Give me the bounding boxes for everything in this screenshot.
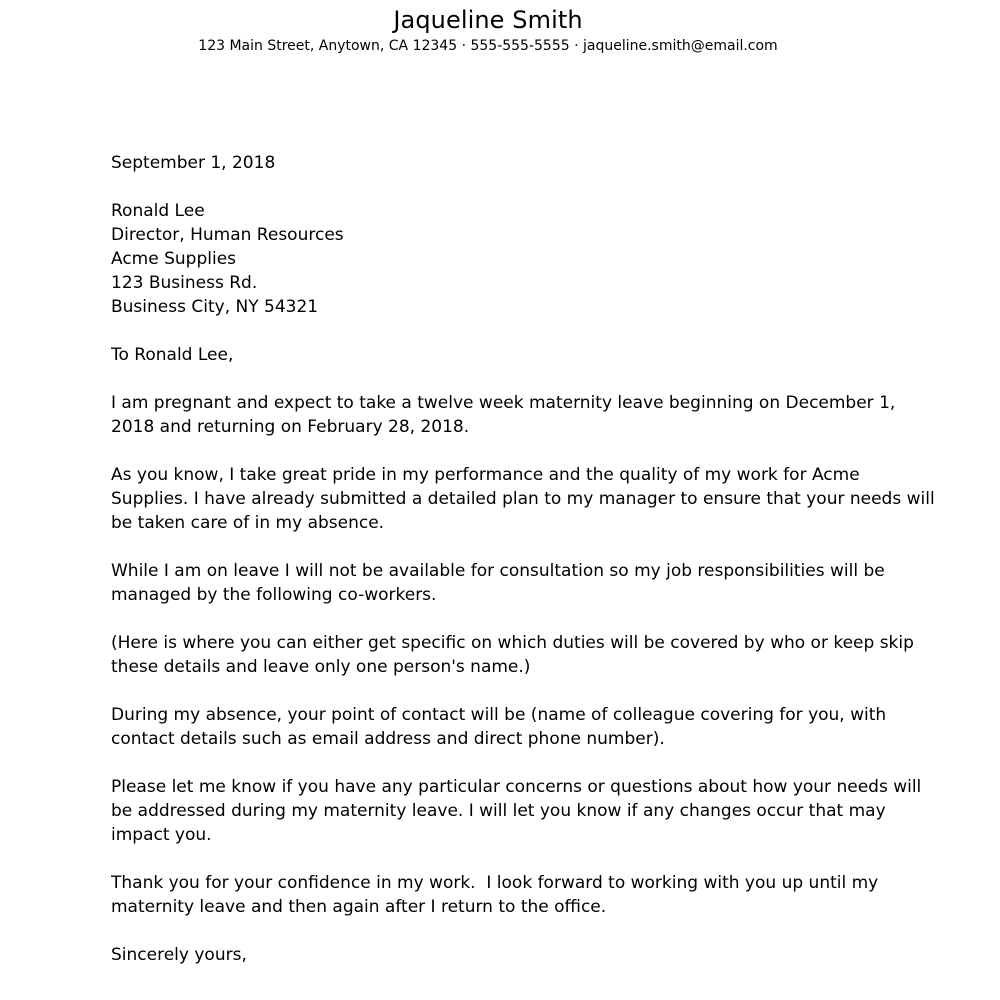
recipient-title: Director, Human Resources xyxy=(111,225,344,245)
recipient-name: Ronald Lee xyxy=(111,201,205,221)
paragraph-line: be taken care of in my absence. xyxy=(111,513,385,533)
paragraph-7 xyxy=(111,871,901,919)
paragraph-line: contact details such as email address and direct phone number). xyxy=(111,729,665,749)
recipient-city: Business City, NY 54321 xyxy=(111,297,319,317)
spacer xyxy=(111,607,901,631)
spacer xyxy=(111,919,901,943)
paragraph-4 xyxy=(111,631,914,679)
paragraph-1 xyxy=(111,391,901,439)
paragraph-2 xyxy=(111,463,935,535)
paragraph-line: be addressed during my maternity leave. I will let you know if any changes occur that may xyxy=(111,801,886,821)
sender-name: Jaqueline Smith xyxy=(393,6,583,34)
paragraph-line: (Here is where you can either get specific on which duties will be covered by who or keep skip xyxy=(111,633,914,653)
paragraph-line: As you know, I take great pride in my performance and the quality of my work for Acme xyxy=(111,465,860,485)
paragraph-3 xyxy=(111,559,901,607)
letterhead xyxy=(0,4,988,56)
paragraph-line: impact you. xyxy=(111,825,212,845)
paragraph-line: Supplies. I have already submitted a detailed plan to my manager to ensure that your needs will xyxy=(111,489,935,509)
paragraph-line: 2018 and returning on February 28, 2018. xyxy=(111,417,470,437)
paragraph-line: I am pregnant and expect to take a twelve week maternity leave beginning on December 1, xyxy=(111,393,896,413)
recipient-company: Acme Supplies xyxy=(111,249,237,269)
paragraph-line: managed by the following co-workers. xyxy=(111,585,437,605)
paragraph-line: While I am on leave I will not be available for consultation so my job responsibilities will be xyxy=(111,561,885,581)
letter-date: September 1, 2018 xyxy=(111,153,276,173)
salutation: To Ronald Lee, xyxy=(111,345,234,365)
recipient-address xyxy=(111,199,901,319)
paragraph-line: Thank you for your confidence in my work. I look forward to working with you up until my xyxy=(111,873,879,893)
spacer xyxy=(111,175,901,199)
paragraph-line: these details and leave only one person's name.) xyxy=(111,657,531,677)
spacer xyxy=(111,751,901,775)
paragraph-line: maternity leave and then again after I return to the office. xyxy=(111,897,607,917)
spacer xyxy=(111,439,901,463)
paragraph-6 xyxy=(111,775,922,847)
sender-contact-line: 123 Main Street, Anytown, CA 12345 · 555-555-5555 · jaqueline.smith@email.com xyxy=(198,38,778,54)
paragraph-line: Please let me know if you have any particular concerns or questions about how your needs will xyxy=(111,777,922,797)
recipient-street: 123 Business Rd. xyxy=(111,273,258,293)
paragraph-line: During my absence, your point of contact will be (name of colleague covering for you, with xyxy=(111,705,887,725)
spacer xyxy=(111,679,901,703)
letter-body xyxy=(111,151,935,967)
spacer xyxy=(111,319,901,343)
spacer xyxy=(111,535,901,559)
spacer xyxy=(111,847,901,871)
closing: Sincerely yours, xyxy=(111,945,247,965)
paragraph-5 xyxy=(111,703,901,751)
spacer xyxy=(111,367,901,391)
